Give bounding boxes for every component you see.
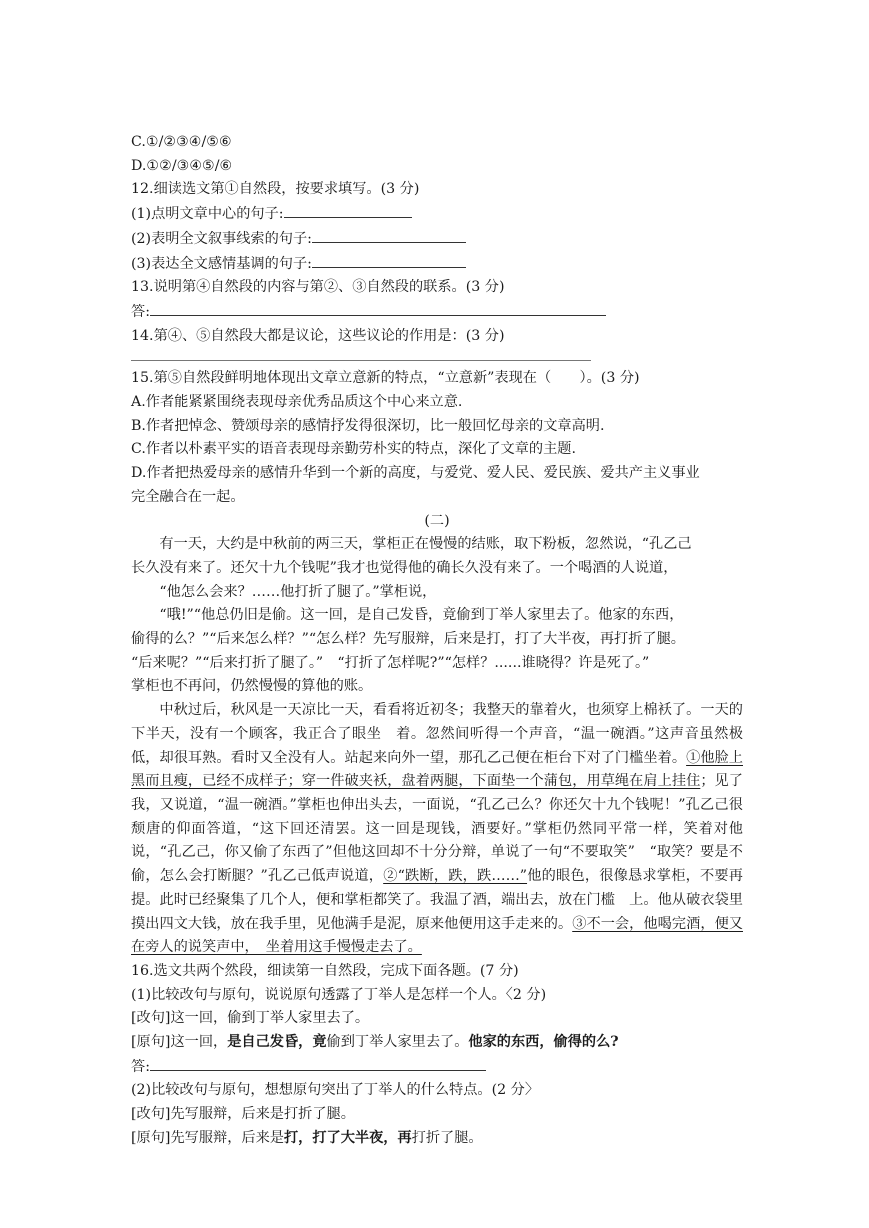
option-15-a: A.作者能紧紧围绕表现母亲优秀品质这个中心来立意. <box>131 394 463 411</box>
document-page <box>131 131 743 1151</box>
answer-blank[interactable] <box>312 227 466 243</box>
option-15-c: C.作者以朴素平实的语音表现母亲勤劳朴实的特点，深化了文章的主题. <box>131 441 576 458</box>
question-12-2 <box>131 227 743 252</box>
bold-text: 是自己发昏，竟 <box>227 1034 327 1051</box>
passage-line: 偷得的么？”“后来怎么样？”“怎么样？先写服辩，后来是打，打了大半夜，再打折了腿。 <box>131 631 685 648</box>
question-15: 15.第⑤自然段鲜明地体现出文章立意新的特点，“立意新”表现在（ ）。(3 分) <box>131 370 640 387</box>
bold-text: 他家的东西，偷得的么? <box>468 1034 619 1051</box>
answer-blank[interactable] <box>150 1055 486 1071</box>
passage-line: 有一天，大约是中秋前的两三天，掌柜正在慢慢的结账，取下粉板，忽然说，“孔乙己 <box>159 536 692 553</box>
option-15-d: D.作者把热爱母亲的感情升华到一个新的高度，与爱党、爱人民、爱民族、爱共产主义事业 <box>131 465 700 482</box>
question-12-1-text: (1)点明文章中心的句子: <box>131 206 284 223</box>
bold-text: 打，打了大半夜，再 <box>283 1129 412 1146</box>
question-12-1 <box>131 202 743 227</box>
answer-blank[interactable] <box>284 202 412 218</box>
answer-line-14[interactable] <box>131 348 591 361</box>
original-text: 偷到丁举人家里去了。 <box>326 1034 469 1051</box>
passage-text: 中秋过后，秋风是一天凉比一天，看看将近初冬；我整天的靠着火，也须穿上棉袄了。一天的下半天，没有一个顾客，我正合了眼坐 着。忽然间听得一个声音，“温一碗酒。”这声音虽然极低，却很耳熟。看时又全没有人。站起来向外一望，那孔乙己便在柜台下对了门槛坐着。 <box>131 702 743 766</box>
original-sentence <box>131 1031 743 1055</box>
section-heading: (二) <box>424 512 450 529</box>
underlined-sentence-2: ②“跌断，跌，跌……” <box>383 868 528 885</box>
passage-line: “哦!”“他总仍旧是偷。这一回，是自己发昏，竟偷到丁举人家里去了。他家的东西， <box>159 607 684 624</box>
question-12-3-text: (3)表达全文感情基调的句子: <box>131 255 312 272</box>
answer-blank[interactable] <box>312 252 466 268</box>
answer-label: 答: <box>131 303 150 320</box>
option-d: D.①②/③④⑤/⑥ <box>131 157 233 174</box>
answer-line-13 <box>131 300 743 325</box>
question-16-2: (2)比较改句与原句，想想原句突出了丁举人的什么特点。(2 分〉 <box>131 1082 540 1099</box>
passage-paragraph-2 <box>131 699 743 960</box>
question-16-1: (1)比较改句与原句，说说原句透露了丁举人是怎样一个人。〈2 分) <box>131 986 547 1003</box>
passage-line: 掌柜也不再问，仍然慢慢的算他的账。 <box>131 678 373 695</box>
original-sentence <box>131 1127 743 1151</box>
answer-label: 答: <box>131 1058 150 1075</box>
underlined-sentence-3: ③不一会，他喝完酒，便又在旁人的说笑声中， 坐着用这手慢慢走去了。 <box>131 915 743 956</box>
question-16: 16.选文共两个然段，细读第一自然段，完成下面各题。(7 分) <box>131 962 519 979</box>
answer-blank[interactable] <box>150 300 606 316</box>
changed-sentence: [改句]这一回，偷到丁举人家里去了。 <box>131 1010 370 1027</box>
passage-text: ；见了我，又说道，“温一碗酒。”掌柜也伸出头去，一面说，“孔乙己么？你还欠十九个钱呢！”孔乙己很颓唐的仰面答道，“这下回还清罢。这一回是现钱，酒要好。”掌柜仍然同平常一样，笑着对他说，“孔乙己，你又偷了东西了”但他这回却不十分分辩，单说了一句“不要取笑” “取笑？要是不偷，怎么会打断腿？”孔乙己低声说道， <box>131 773 743 885</box>
original-text: [原句]这一回， <box>131 1034 228 1051</box>
answer-line-16 <box>131 1055 743 1080</box>
passage-line: “他怎么会来？……他打折了腿了。”掌柜说， <box>159 583 437 600</box>
question-13: 13.说明第④自然段的内容与第②、③自然段的联系。(3 分) <box>131 279 505 296</box>
question-12-2-text: (2)表明全文叙事线索的句子: <box>131 230 312 247</box>
passage-text: 他的眼色，很像恳求掌柜，不要再提。此时已经聚集了几个人，便和掌柜都笑了。我温了酒，端出去，放在门槛 上。他从破衣袋里摸出四文大钱，放在我手里，见他满手是泥，原来他便用这手走来的。 <box>131 868 743 932</box>
underlined-sentence-1: ①他脸上黑而且瘦，已经不成样子；穿一件破夹袄，盘着两腿，下面垫一个蒲包，用草绳在肩上挂住 <box>131 749 743 790</box>
question-12-3 <box>131 252 743 277</box>
option-15-b: B.作者把悼念、赞颂母亲的感情抒发得很深切，比一般回忆母亲的文章高明. <box>131 417 605 434</box>
changed-sentence: [改句]先写服辩，后来是打折了腿。 <box>131 1106 355 1123</box>
passage-line: 长久没有来了。还欠十九个钱呢”我才也觉得他的确长久没有来了。一个喝酒的人说道， <box>131 559 678 576</box>
option-c: C.①/②③④/⑤⑥ <box>131 134 232 150</box>
passage-line: “后来呢？”“后来打折了腿了。” “打折了怎样呢?”“怎样？......谁晓得？许是死了。” <box>131 654 650 671</box>
question-14: 14.第④、⑤自然段大都是议论，这些议论的作用是：(3 分) <box>131 327 505 344</box>
option-15-d-cont: 完全融合在一起。 <box>131 488 245 505</box>
original-text: [原句]先写服辩，后来是 <box>131 1129 284 1146</box>
original-text: 打折了腿。 <box>411 1129 483 1146</box>
question-12: 12.细读选文第①自然段，按要求填写。(3 分) <box>131 181 420 198</box>
